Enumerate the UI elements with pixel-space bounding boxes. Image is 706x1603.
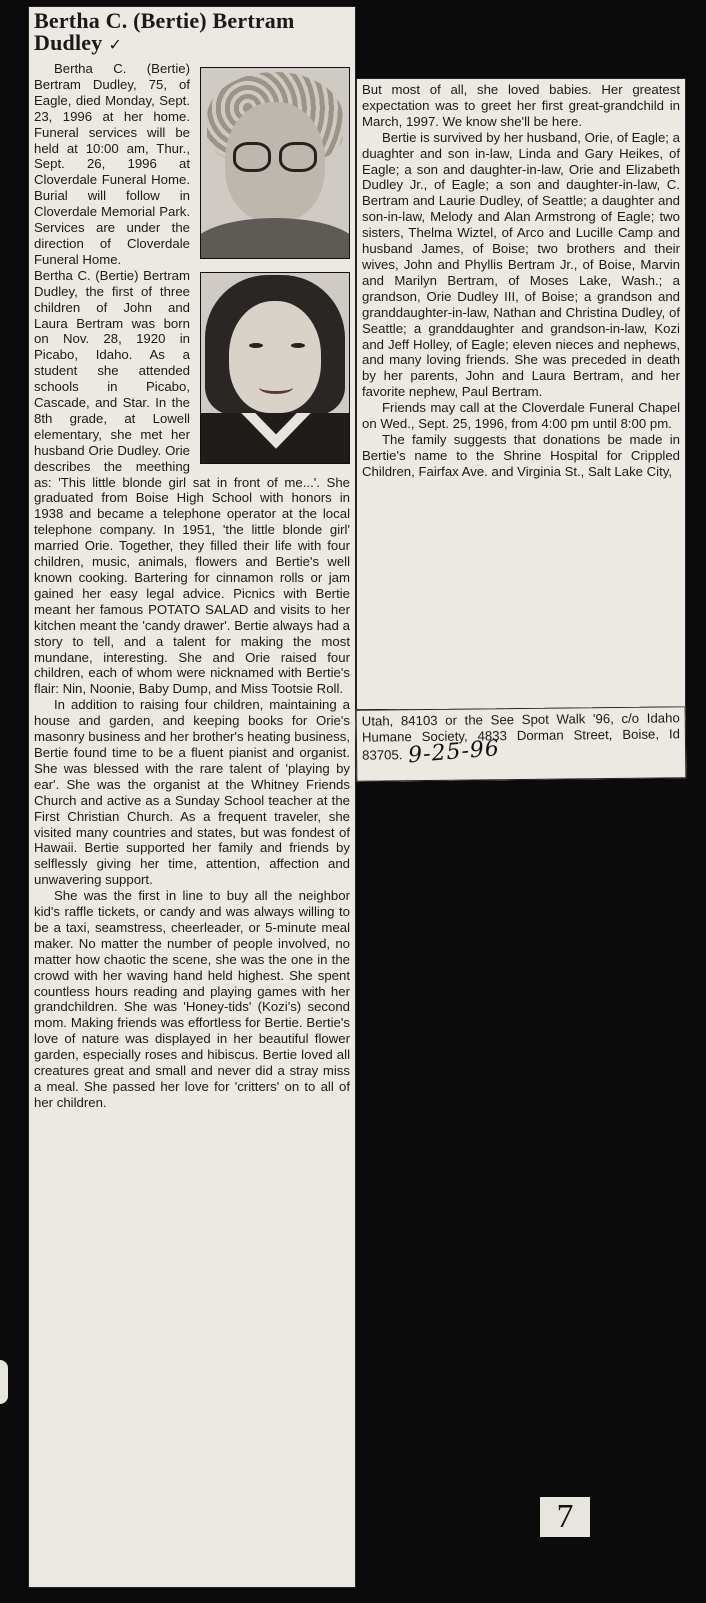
paragraph-biography: Bertha C. (Bertie) Bertram Dudley, the first of three children of John and Laura Bertram was born on Nov. 28, 1920 in Picabo, Idaho. As a student she attended schools in Picabo, Cascade, and Star. In the 8th grade, at Lowell elementary, she met her husband Orie Dudley. Orie describes the meething as: 'This little blonde girl sat in front of me...'. She graduated from Boise High School with honors in 1938 and became a telephone operator at the local telephone company. In 1951, 'the little blonde girl' married Orie. Together, they filled their life with four children, music, animals, flowers and Bertie's well known cooking. Bartering for cinnamon rolls or jam gained her easy legal advice. Picnics with Bertie meant her famous POTATO SALAD and visits to her kitchen meant the 'candy drawer'. Bertie always had a story to tell, and a talent for making the most mundane, interesting. She and Orie raised four children, each of whom were nicknamed with Bertie's flair: Nin, Noonie, Baby Dump, and Miss Tootsie Roll. [34,267,350,697]
paragraph-babies: But most of all, she loved babies. Her greatest expectation was to greet her first great-grandchild in March, 1997. We know she'll be here. [362,82,680,129]
paragraph-survivors: Bertie is survived by her husband, Orie, of Eagle; a duaghter and son in-law, Linda and Gary Heikes, of Eagle; a son and daughter-in-law, Orie and Elizabeth Dudley Jr., of Eagle; a son and daughter-in-law, C. Bertram and Laurie Dudley, of Seattle; a daughter and son-in-law, Melody and Alan Armstrong of Eagle; two sisters, Thelma Wiztel, of Arco and Lucille Camp and husband James, of Boise; two brothers and their wives, John and Phyllis Bertram Jr., of Boise, Marvin and Marilyn Bertram, of Moses Lake, Wash.; a grandson, Orie Dudley III, of Boise; a grandson and granddaughter-in-law, Nathan and Christina Dudley, of Seattle; a granddaughter and grandson-in-law, Kozi and Jeff Holley, of Eagle; eleven nieces and nephews, and many loving friends. She was preceded in death by her parents, John and Laura Bertram, and her favorite nephew, Paul Bertram. [362,129,680,400]
check-mark-icon: ✓ [108,37,123,54]
paragraph-funeral-notice: Bertha C. (Bertie) Bertram Dudley, 75, of Eagle, died Monday, Sept. 23, 1996 at her home. Funeral services will be held at 10:00 am, Thur., Sept. 26, 1996 at Cloverdale Funeral Home. Burial will follow in Cloverdale Memorial Park. Services are under the direction of Cloverdale Funeral Home. [34,61,190,267]
obituary-column-right-continuation [356,706,687,781]
paper-scrap [0,1360,8,1404]
obituary-title [34,10,350,57]
paragraph-talents: In addition to raising four children, maintaining a house and garden, and keeping books for Orie's masonry business and her brother's heating business, Bertie found time to be a fluent pianist and organist. She was blessed with the rare talent of 'playing by ear'. She was the organist at the Whitney Friends Church and active as a Sunday School teacher at the First Christian Church. As a frequent traveler, she visited many countries and states, but was fondest of Hawaii. Bertie supported her family and friends by selflessly giving her time, attention, affection and unwavering support. [34,697,350,888]
paragraph-character: She was the first in line to buy all the neighbor kid's raffle tickets, or candy and was always willing to be a taxi, seamstress, cheerleader, or 5-minute meal maker. No matter the number of people involved, no matter how chaotic the scene, she was the one in the crowd with her waving hand held highest. She spent countless hours reading and playing games with her grandchildren. She was 'Honey-tids' (Kozi's) second mom. Making friends was effortless for Bertie. Bertie's love of nature was displayed in her beautiful flower garden, especially roses and hibiscus. Bertie loved all creatures great and small and never did a stray miss a meal. She passed her love for 'critters' on to all of her children. [34,888,350,1110]
title-text: Bertha C. (Bertie) Bertram Dudley [34,8,295,55]
donation-address-text: Utah, 84103 or the See Spot Walk '96, c/o Idaho Humane Society, 4833 Dorman Street, Boise, Id 83705. [361,710,680,763]
glasses-icon [233,142,317,168]
portrait-photo-older [200,67,350,259]
paragraph-visitation: Friends may call at the Cloverdale Funeral Chapel on Wed., Sept. 25, 1996, from 4:00 pm until 8:00 pm. [362,400,680,432]
paragraph-donations: The family suggests that donations be made in Bertie's name to the Shrine Hospital for Crippled Children, Fairfax Ave. and Virginia St., Salt Lake City, [362,431,680,479]
handwritten-date: 9-25-96 [407,735,502,769]
page-number: 7 [540,1497,590,1537]
portrait-photo-younger [200,272,350,464]
obituary-column-left [28,6,356,1588]
paragraph-donations-continued [361,710,681,769]
obituary-column-right [356,78,686,710]
